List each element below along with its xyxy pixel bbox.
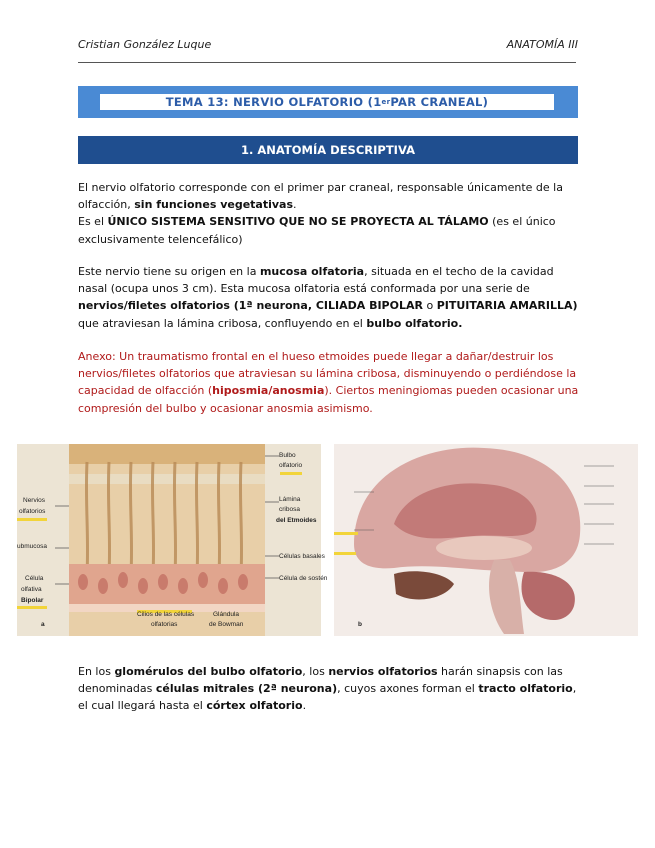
panel-label-b: b	[358, 621, 362, 628]
topic-title-main: TEMA 13: NERVIO OLFATORIO (1	[165, 95, 382, 109]
figure-olfactory-mucosa	[17, 444, 328, 636]
label-celulas-basales: Células basales	[279, 553, 325, 560]
figure-brain-sagittal	[334, 444, 638, 636]
label-del-etmoides: del Etmoides	[276, 517, 317, 524]
label-olfatorios: olfatorios	[19, 508, 46, 515]
brain-sagittal-illustration	[334, 444, 638, 636]
label-cilios-1: Cilios de las células	[137, 611, 195, 618]
paragraph-intro: El nervio olfatorio corresponde con el primer par craneal, responsable únicamente de la olfacción, sin funciones vegetativas. Es el ÚNICO SISTEMA SENSITIVO QUE NO SE PROYECTA AL TÁLAMO (es el único exclusivamente telencefálico)	[78, 181, 563, 246]
olfactory-mucosa-illustration	[17, 444, 328, 636]
topic-title-sup: er	[381, 98, 391, 106]
topic-title	[100, 94, 554, 110]
label-bulbo: Bulbo	[279, 452, 296, 459]
label-olfativa: olfativa	[21, 586, 42, 593]
label-bipolar: Bipolar	[21, 597, 44, 604]
topic-title-box	[78, 86, 578, 118]
header-subject: ANATOMÍA III	[506, 38, 578, 51]
label-submucosa: ubmucosa	[17, 543, 47, 550]
label-celula: Célula	[25, 575, 44, 582]
panel-label-a: a	[41, 621, 45, 628]
label-glandula-2: de Bowman	[209, 621, 244, 628]
label-cribosa: cribosa	[279, 506, 300, 513]
header-divider	[78, 62, 576, 63]
paragraph-glomerulos: En los glomérulos del bulbo olfatorio, los nervios olfatorios harán sinapsis con las denominadas células mitrales (2ª neurona), cuyos axones forman el tracto olfatorio, el cual llegará hasta el córtex olfatorio.	[78, 665, 577, 713]
label-celula-sosten: Célula de sostén	[279, 575, 328, 582]
label-cilios-2: olfatorias	[151, 621, 178, 628]
label-lamina: Lámina	[279, 496, 301, 503]
annex-note: Anexo: Un traumatismo frontal en el hueso etmoides puede llegar a dañar/destruir los nervios/filetes olfatorios que atraviesan su lámina cribosa, disminuyendo o perdiéndose la capacidad de olfacción (hiposmia/anosmia). Ciertos meningiomas pueden ocasionar una compresión del bulbo y ocasionar anosmia asimismo.	[78, 350, 579, 415]
label-glandula-1: Glándula	[213, 611, 240, 618]
section-heading: 1. ANATOMÍA DESCRIPTIVA	[78, 136, 578, 164]
label-olfatorio: olfatorio	[279, 462, 303, 469]
label-nervios: Nervios	[23, 497, 46, 504]
topic-title-rest: PAR CRANEAL)	[390, 95, 489, 109]
paragraph-mucosa: Este nervio tiene su origen en la mucosa olfatoria, situada en el techo de la cavidad nasal (ocupa unos 3 cm). Esta mucosa olfatoria está conformada por una serie de nervios/filetes olfatorios (1ª neurona, CILIADA BIPOLAR o PITUITARIA AMARILLA) que atraviesan la lámina cribosa, confluyendo en el bulbo olfatorio.	[78, 265, 578, 330]
header-author: Cristian González Luque	[78, 38, 212, 51]
